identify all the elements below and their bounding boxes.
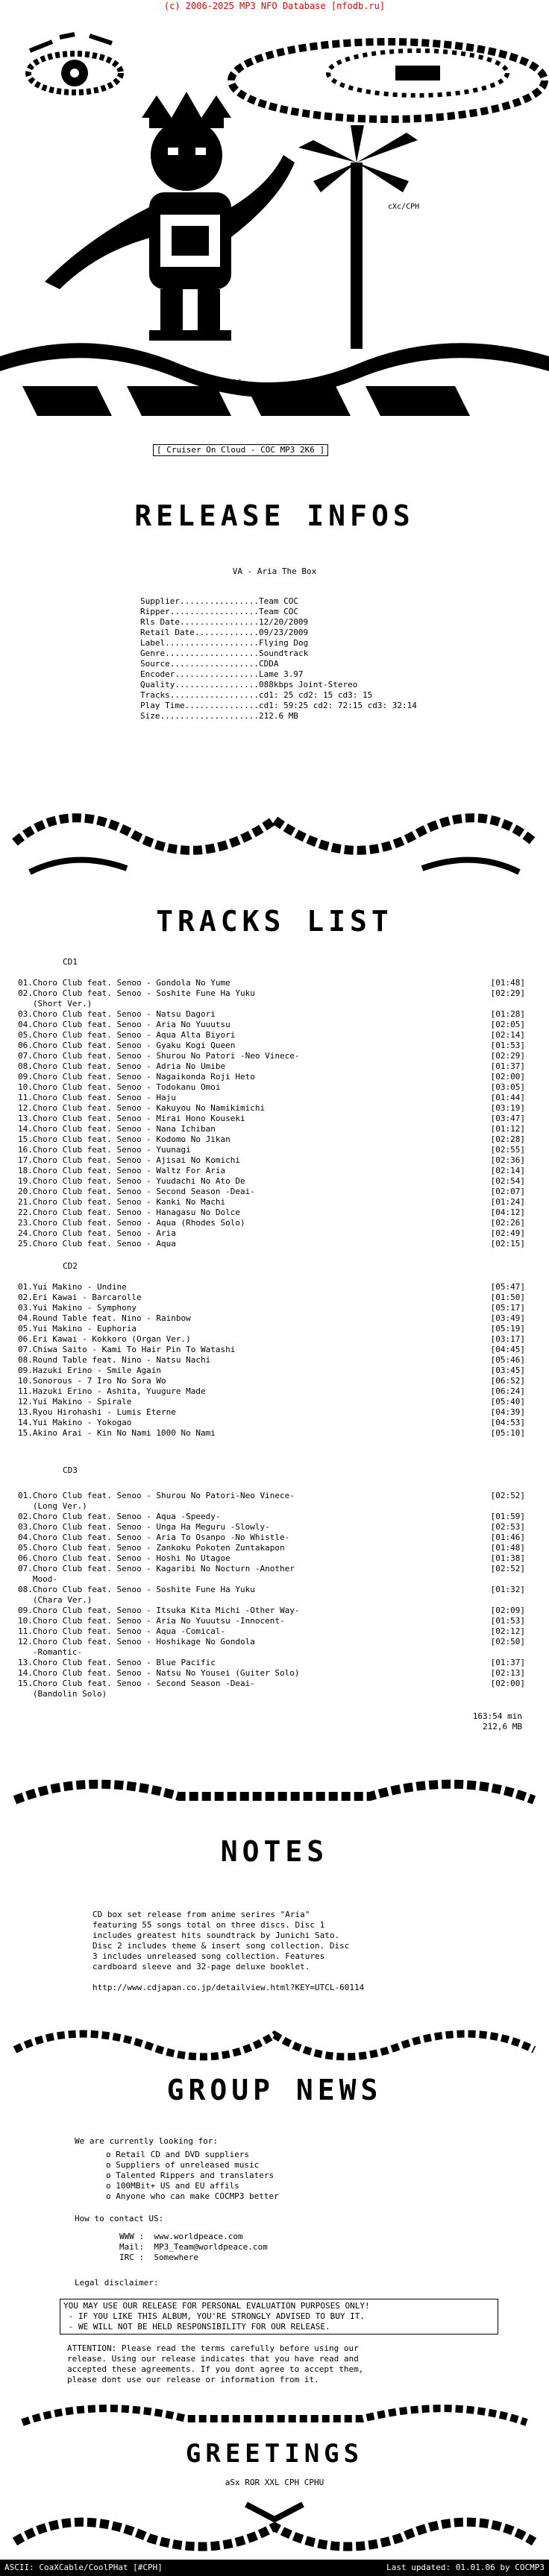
site-credit: (c) 2006-2025 MP3 NFO Database [nfodb.ru] [163, 1, 386, 11]
release-field-value: cd1: 59:25 cd2: 72:15 cd3: 32:14 [258, 701, 417, 710]
track-duration: [03:17] [490, 1334, 525, 1344]
planet-icon [231, 42, 545, 119]
track-title: 12.Choro Club feat. Senoo - Hoshikage No Gondola [18, 1637, 255, 1647]
track-title: 24.Choro Club feat. Senoo - Aria [18, 1228, 176, 1238]
track-title: 22.Choro Club feat. Senoo - Hanagasu No Dolce [18, 1208, 241, 1217]
release-field-key: Source [140, 659, 170, 669]
track-row [18, 1418, 525, 1428]
release-field-key: Encoder [140, 669, 175, 679]
track-row [18, 1595, 525, 1606]
track-row [18, 999, 525, 1009]
track-row [18, 1124, 525, 1134]
track-title: 08.Round Table feat. Nino - Natsu Nachi [18, 1355, 211, 1365]
track-duration: [02:07] [490, 1187, 525, 1196]
release-field-row [140, 669, 528, 680]
track-title: (Long Ver.) [18, 1501, 87, 1511]
leader-dots: ................... [165, 638, 259, 648]
track-title: 09.Hazuki Erino - Smile Again [18, 1366, 162, 1375]
track-title: 09.Choro Club feat. Senoo - Itsuka Kita Michi -Other Way- [18, 1606, 300, 1615]
track-title: 04.Round Table feat. Nino - Rainbow [18, 1313, 191, 1323]
release-field-value: 212.6 MB [258, 711, 298, 721]
release-field-value: 12/20/2009 [258, 617, 309, 627]
release-field-value: Soundtrack [258, 648, 309, 658]
leader-dots: .................. [169, 607, 259, 616]
track-row [18, 1134, 525, 1145]
track-title: (Short Ver.) [18, 999, 92, 1008]
track-duration: [02:36] [490, 1155, 525, 1165]
section-title-release: RELEASE INFOS [134, 499, 415, 532]
track-row [18, 1501, 525, 1512]
track-row [18, 1658, 525, 1668]
release-field-value: Lame 3.97 [258, 669, 304, 679]
track-duration: [01:50] [490, 1292, 525, 1302]
release-field-key: Supplier [140, 596, 180, 606]
track-title: 02.Choro Club feat. Senoo - Soshite Fune Ha Yuku [18, 988, 255, 998]
art-tag: cXc/CPH [388, 203, 420, 211]
track-row [18, 988, 525, 999]
total-size: 212,6 MB [483, 1722, 522, 1731]
release-field-row [140, 607, 528, 617]
track-row [18, 1009, 525, 1020]
track-duration: [01:28] [490, 1009, 525, 1019]
track-row [18, 1239, 525, 1249]
track-title: 18.Choro Club feat. Senoo - Waltz For Aria [18, 1166, 226, 1175]
track-title: 09.Choro Club feat. Senoo - Nagaikonda Roji Heto [18, 1072, 255, 1082]
section-title-greetings: GREETINGS [185, 2439, 364, 2469]
track-duration: [04:45] [490, 1345, 525, 1354]
track-duration: [01:38] [490, 1553, 525, 1563]
character-figure [45, 92, 295, 341]
track-row [18, 1564, 525, 1574]
track-row [18, 1187, 525, 1197]
track-duration: [02:14] [490, 1030, 525, 1040]
leader-dots: ................ [179, 617, 259, 627]
track-duration: [05:10] [490, 1428, 525, 1438]
release-field-row [140, 680, 528, 690]
track-title: 02.Choro Club feat. Senoo - Aqua -Speedy- [18, 1512, 221, 1521]
legal-title: Legal disclaimer: [75, 2278, 159, 2288]
wave-decoration [0, 343, 549, 416]
track-duration: [01:32] [490, 1585, 525, 1594]
track-row [18, 1282, 525, 1292]
track-title: 12.Yui Makino - Spirale [18, 1397, 132, 1407]
leader-dots: ............... [184, 701, 259, 710]
track-title: -Romantic- [18, 1647, 83, 1657]
news-item: o Retail CD and DVD suppliers [106, 2150, 250, 2159]
track-row [18, 1313, 525, 1324]
footer-credit: ASCII: CoaXCable/CoolPHat [#CPH] [4, 2563, 163, 2572]
track-row [18, 1637, 525, 1647]
release-field-key: Size [140, 711, 160, 721]
news-banner-art [0, 2012, 549, 2072]
contact-row [119, 2253, 268, 2263]
release-field-value: Team COC [258, 607, 298, 616]
track-title: 15.Choro Club feat. Senoo - Second Season -Deai- [18, 1679, 255, 1688]
track-title: 08.Choro Club feat. Senoo - Soshite Fune Ha Yuku [18, 1585, 255, 1594]
track-row [18, 1606, 525, 1616]
cd1-track-list [18, 978, 525, 1249]
track-duration: [01:24] [490, 1197, 525, 1207]
track-title: 06.Eri Kawai - Kokkoro (Organ Ver.) [18, 1334, 191, 1344]
release-field-value: 088kbps Joint-Stereo [258, 680, 358, 689]
track-duration: [02:28] [490, 1134, 525, 1144]
track-row [18, 1345, 525, 1355]
news-item: o Suppliers of unreleased music [106, 2160, 260, 2170]
leader-dots: ................... [165, 648, 259, 658]
track-row [18, 1103, 525, 1114]
track-title: 07.Choro Club feat. Senoo - Shurou No Patori -Neo Vinece- [18, 1051, 300, 1061]
release-field-row [140, 596, 528, 607]
footer-bar [0, 2560, 549, 2576]
release-field-key: Retail Date [140, 628, 195, 637]
track-title: 01.Choro Club feat. Senoo - Shurou No Patori-Neo Vinece- [18, 1491, 295, 1500]
track-row [18, 1324, 525, 1334]
track-title: 05.Yui Makino - Euphoria [18, 1324, 137, 1333]
track-duration: [01:53] [490, 1041, 525, 1050]
track-duration: [02:52] [490, 1564, 525, 1573]
track-duration: [02:05] [490, 1020, 525, 1029]
track-title: 10.Sonorous - 7 Iro No Sora Wo [18, 1376, 166, 1386]
release-field-key: Genre [140, 648, 166, 658]
release-field-row [140, 648, 528, 659]
track-row [18, 1176, 525, 1187]
track-title: 04.Choro Club feat. Senoo - Aria To Osanpo -No Whistle- [18, 1532, 290, 1542]
legal-box: YOU MAY USE OUR RELEASE FOR PERSONAL EVALUATION PURPOSES ONLY! - IF YOU LIKE THIS ALBUM, YOU'RE STRONGLY ADVISED TO BUY IT. - WE WILL NOT BE HELD RESPONSIBILITY FOR OUR RELEASE. [60, 2299, 498, 2334]
track-title: 17.Choro Club feat. Senoo - Ajisai No Komichi [18, 1155, 241, 1165]
track-title: 15.Akino Arai - Kin No Nami 1000 No Nami [18, 1428, 216, 1438]
track-title: 12.Choro Club feat. Senoo - Kakuyou No Namikimichi [18, 1103, 266, 1113]
track-title: Mood- [18, 1574, 57, 1584]
track-duration: [02:15] [490, 1239, 525, 1248]
footer-updated: Last updated: 01.01.06 by COCMP3 [386, 2563, 545, 2572]
contact-value[interactable]: Somewhere [154, 2253, 198, 2262]
contact-title: How to contact US: [75, 2214, 164, 2223]
track-row [18, 1051, 525, 1061]
ascii-art-top [0, 13, 549, 446]
track-title: 10.Choro Club feat. Senoo - Todokanu Omoi [18, 1082, 221, 1092]
release-field-value: Team COC [258, 596, 298, 606]
track-title: 13.Choro Club feat. Senoo - Mirai Hono Kouseki [18, 1114, 245, 1123]
leader-dots: .................. [169, 659, 259, 669]
track-duration: [02:29] [490, 1051, 525, 1061]
track-title: 08.Choro Club feat. Senoo - Adria No Umibe [18, 1061, 226, 1071]
cd1-label: CD1 [63, 957, 78, 967]
contact-value[interactable]: www.worldpeace.com [154, 2232, 243, 2241]
track-title: 03.Choro Club feat. Senoo - Natsu Dagori [18, 1009, 216, 1019]
track-row [18, 1376, 525, 1386]
release-field-key: Rls Date [140, 617, 180, 627]
release-field-key: Play Time [140, 701, 185, 710]
track-row [18, 1072, 525, 1082]
track-duration: [01:46] [490, 1532, 525, 1542]
release-field-row [140, 638, 528, 648]
track-row [18, 1522, 525, 1532]
track-duration: [02:50] [490, 1637, 525, 1647]
track-title: 01.Yui Makino - Undine [18, 1282, 127, 1292]
contact-row [119, 2242, 268, 2253]
release-field-value: cd1: 25 cd2: 15 cd3: 15 [258, 690, 373, 700]
track-title: 23.Choro Club feat. Senoo - Aqua (Rhodes Solo) [18, 1218, 245, 1228]
track-title: 20.Choro Club feat. Senoo - Second Season -Deai- [18, 1187, 255, 1196]
tracks-banner-art [0, 790, 549, 902]
track-duration: [01:53] [490, 1616, 525, 1626]
contact-key: IRC : [119, 2253, 145, 2262]
track-row [18, 1061, 525, 1072]
track-row [18, 1543, 525, 1553]
track-duration: [05:19] [490, 1324, 525, 1333]
track-row [18, 1166, 525, 1176]
track-row [18, 1041, 525, 1051]
track-duration: [02:53] [490, 1522, 525, 1532]
track-duration: [03:49] [490, 1313, 525, 1323]
release-field-key: Quality [140, 680, 175, 689]
track-duration: [02:00] [490, 1072, 525, 1082]
track-duration: [02:14] [490, 1166, 525, 1175]
track-duration: [01:59] [490, 1512, 525, 1521]
cd3-label: CD3 [63, 1465, 78, 1475]
greetings-text: aSx ROR XXL CPH CPHU [225, 2478, 324, 2487]
contact-row [119, 2232, 268, 2242]
track-row [18, 1303, 525, 1313]
news-intro: We are currently looking for: [75, 2136, 219, 2146]
track-title: 15.Choro Club feat. Senoo - Kodomo No Jikan [18, 1134, 230, 1144]
track-duration: [05:47] [490, 1282, 525, 1292]
release-field-key: Ripper [140, 607, 170, 616]
track-title: 11.Choro Club feat. Senoo - Haju [18, 1093, 176, 1102]
track-duration: [02:49] [490, 1228, 525, 1238]
track-title: 14.Yui Makino - Yokogao [18, 1418, 132, 1427]
news-item: o Talented Rippers and translaters [106, 2171, 274, 2180]
art-caption: [ Cruiser On Cloud - COC MP3 2K6 ] [153, 444, 328, 456]
track-row [18, 1082, 525, 1093]
track-row [18, 1689, 525, 1699]
track-row [18, 1668, 525, 1679]
release-field-row [140, 711, 528, 722]
track-duration: [04:39] [490, 1407, 525, 1417]
track-title: 07.Choro Club feat. Senoo - Kagaribi No Nocturn -Another [18, 1564, 295, 1573]
track-title: 07.Chiwa Saito - Kami To Hair Pin To Watashi [18, 1345, 236, 1354]
track-row [18, 1366, 525, 1376]
track-title: 04.Choro Club feat. Senoo - Aria No Yuuutsu [18, 1020, 230, 1029]
track-title: 06.Choro Club feat. Senoo - Gyaku Kogi Queen [18, 1041, 236, 1050]
cd2-track-list [18, 1282, 525, 1439]
track-duration: [02:54] [490, 1176, 525, 1186]
track-title: (Bandolin Solo) [18, 1689, 107, 1699]
track-duration: [03:05] [490, 1082, 525, 1092]
release-field-key: Tracks [140, 690, 170, 700]
track-row [18, 1428, 525, 1439]
track-title: 06.Choro Club feat. Senoo - Hoshi No Utagoe [18, 1553, 230, 1563]
contact-key: WWW : [119, 2232, 145, 2241]
track-row [18, 1407, 525, 1418]
news-item: o Anyone who can make COCMP3 better [106, 2191, 279, 2201]
section-title-news: GROUP NEWS [166, 2074, 383, 2106]
track-title: 11.Hazuki Erino - Ashita, Yuugure Made [18, 1386, 206, 1396]
track-row [18, 1491, 525, 1501]
section-title-tracks: TRACKS LIST [156, 905, 393, 938]
leader-dots: ................. [175, 669, 259, 679]
leader-dots: ............. [194, 628, 259, 637]
track-title: 13.Choro Club feat. Senoo - Blue Pacific [18, 1658, 216, 1667]
track-row [18, 1355, 525, 1366]
cd3-track-list [18, 1491, 525, 1699]
art-year: 2006 [224, 379, 242, 387]
track-duration: [06:52] [490, 1376, 525, 1386]
track-duration: [05:46] [490, 1355, 525, 1365]
track-title: 14.Choro Club feat. Senoo - Natsu No Yousei (Guiter Solo) [18, 1668, 300, 1678]
track-row [18, 1208, 525, 1218]
track-duration: [02:12] [490, 1626, 525, 1636]
release-field-value: Flying Dog [258, 638, 309, 648]
leader-dots: .................... [160, 711, 259, 721]
track-duration: [01:12] [490, 1124, 525, 1134]
release-field-value: CDDA [258, 659, 279, 669]
track-row [18, 1334, 525, 1345]
track-duration: [01:37] [490, 1658, 525, 1667]
release-field-key: Label [140, 638, 166, 648]
track-row [18, 1386, 525, 1397]
track-row [18, 1553, 525, 1564]
release-field-row [140, 690, 528, 701]
track-title: 10.Choro Club feat. Senoo - Aria No Yuuutsu -Innocent- [18, 1616, 285, 1626]
track-duration: [02:52] [490, 1491, 525, 1500]
track-row [18, 1626, 525, 1637]
track-title: 25.Choro Club feat. Senoo - Aqua [18, 1239, 176, 1248]
bottom-ornament-art [0, 2497, 549, 2560]
track-duration: [06:24] [490, 1386, 525, 1396]
eye-icon [28, 34, 121, 92]
contact-list [119, 2232, 268, 2263]
release-field-row [140, 628, 528, 638]
track-row [18, 1228, 525, 1239]
track-row [18, 1093, 525, 1103]
track-row [18, 1292, 525, 1303]
track-duration: [02:26] [490, 1218, 525, 1228]
news-item: o 100MBit+ US and EU affils [106, 2181, 239, 2191]
track-row [18, 1397, 525, 1407]
leader-dots: ................. [175, 680, 259, 689]
track-row [18, 1020, 525, 1030]
track-row [18, 1218, 525, 1228]
track-duration: [04:12] [490, 1208, 525, 1217]
track-row [18, 1145, 525, 1155]
track-row [18, 1197, 525, 1208]
track-row [18, 1155, 525, 1166]
track-title: 14.Choro Club feat. Senoo - Nana Ichiban [18, 1124, 216, 1134]
track-row [18, 1679, 525, 1689]
track-duration: [02:00] [490, 1679, 525, 1688]
section-title-notes: NOTES [220, 1835, 329, 1868]
track-duration: [01:37] [490, 1061, 525, 1071]
release-fields [140, 596, 528, 722]
contact-value[interactable]: MP3_Team@worldpeace.com [154, 2242, 268, 2252]
release-field-value: 09/23/2009 [258, 628, 309, 637]
total-time: 163:54 min [472, 1711, 522, 1721]
track-duration: [02:09] [490, 1606, 525, 1615]
release-field-row [140, 701, 528, 711]
notes-url[interactable]: http://www.cdjapan.co.jp/detailview.html?KEY=UTCL-60114 [92, 1983, 365, 1992]
track-title: 05.Choro Club feat. Senoo - Aqua Alta Biyori [18, 1030, 236, 1040]
track-row [18, 1647, 525, 1658]
release-title: VA - Aria The Box [232, 566, 317, 576]
track-title: 05.Choro Club feat. Senoo - Zankoku Pokoten Zuntakapon [18, 1543, 285, 1553]
track-title: 03.Yui Makino - Symphony [18, 1303, 137, 1313]
track-row [18, 1030, 525, 1041]
track-title: 02.Eri Kawai - Barcarolle [18, 1292, 142, 1302]
track-duration: [05:17] [490, 1303, 525, 1313]
track-duration: [05:40] [490, 1397, 525, 1407]
track-title: 01.Choro Club feat. Senoo - Gondola No Yume [18, 978, 230, 988]
track-title: 13.Ryou Hirohashi - Lumis Eterne [18, 1407, 176, 1417]
leader-dots: .................. [169, 690, 259, 700]
track-title: 16.Choro Club feat. Senoo - Yuunagi [18, 1145, 191, 1155]
news-items [106, 2150, 279, 2202]
notes-text: CD box set release from anime serires "Aria" featuring 55 songs total on three discs. Disc 1 includes greatest hits soundtrack by Junichi Sato. Disc 2 includes theme & insert song collection. Disc 3 includes unreleased song collection. Features cardboard sleeve and 32-page deluxe booklet. [92, 1910, 350, 1972]
track-row [18, 1616, 525, 1626]
track-duration: [01:48] [490, 1543, 525, 1553]
track-duration: [02:29] [490, 988, 525, 998]
track-row [18, 1585, 525, 1595]
release-field-row [140, 617, 528, 628]
cd2-label: CD2 [63, 1261, 78, 1271]
track-duration: [03:19] [490, 1103, 525, 1113]
palm-tree-icon [298, 125, 418, 349]
release-field-row [140, 659, 528, 669]
track-title: 03.Choro Club feat. Senoo - Unga Ha Meguru -Slowly- [18, 1522, 270, 1532]
notes-banner-art [0, 1767, 549, 1834]
track-duration: [04:53] [490, 1418, 525, 1427]
track-row [18, 1512, 525, 1522]
track-duration: [03:47] [490, 1114, 525, 1123]
track-duration: [01:44] [490, 1093, 525, 1102]
leader-dots: ................ [179, 596, 259, 606]
track-title: (Chara Ver.) [18, 1595, 92, 1605]
contact-key: Mail: [119, 2242, 145, 2252]
attention-text: ATTENTION: Please read the terms carefully before using our release. Using our release indicates that you have read and accepted these agreements. If you dont agree to accept them, please dont use our release or information from it. [67, 2343, 364, 2384]
track-row [18, 978, 525, 988]
track-row [18, 1532, 525, 1543]
track-row [18, 1574, 525, 1585]
track-duration: [02:13] [490, 1668, 525, 1678]
track-title: 19.Choro Club feat. Senoo - Yuudachi No Ato De [18, 1176, 245, 1186]
track-duration: [02:55] [490, 1145, 525, 1155]
track-duration: [01:48] [490, 978, 525, 988]
track-title: 21.Choro Club feat. Senoo - Kanki No Machi [18, 1197, 226, 1207]
track-row [18, 1114, 525, 1124]
track-duration: [03:45] [490, 1366, 525, 1375]
track-title: 11.Choro Club feat. Senoo - Aqua -Comical- [18, 1626, 226, 1636]
